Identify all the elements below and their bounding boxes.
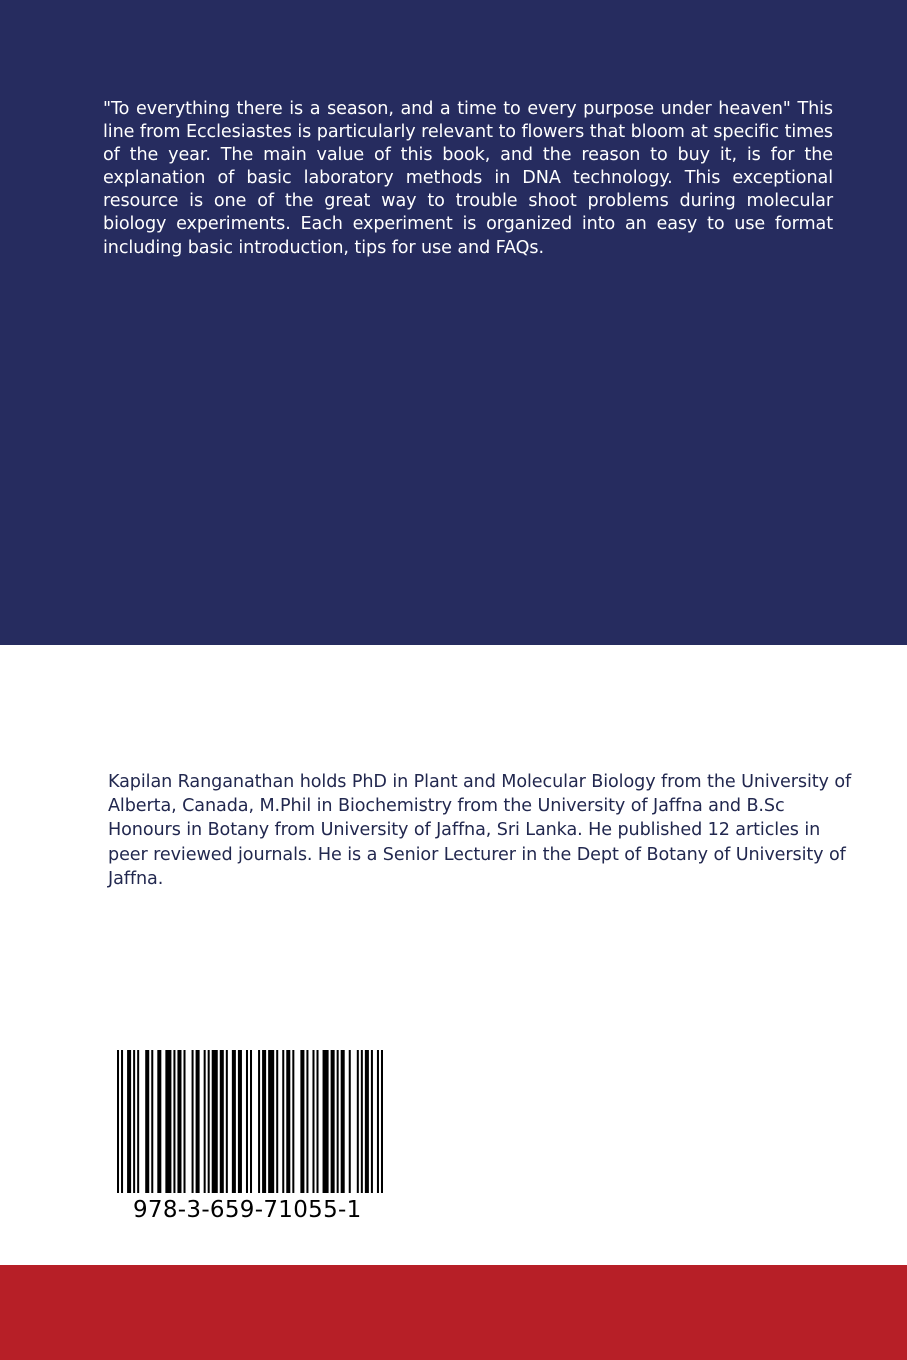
isbn-number: 978-3-659-71055-1 — [133, 1197, 362, 1223]
cover-top-panel — [0, 0, 907, 645]
barcode-icon — [117, 1050, 383, 1193]
cover-bottom-band — [0, 1265, 907, 1360]
isbn-barcode — [117, 1050, 383, 1196]
book-blurb: "To everything there is a season, and a time to every purpose under heaven" This line from Ecclesiastes is particularly relevant to flowers that bloom at specific times of the year. The main value of this book, and the reason to buy it, is for the explanation of basic laboratory methods in DNA technology. This exceptional resource is one of the great way to trouble shoot problems during molecular biology experiments. Each experiment is organized into an easy to use format including basic introduction, tips for use and FAQs. — [103, 99, 833, 258]
author-bio: Kapilan Ranganathan holds PhD in Plant and Molecular Biology from the University of Alberta, Canada, M.Phil in Biochemistry from the University of Jaffna and B.Sc Honours in Botany from University of Jaffna, Sri Lanka. He published 12 articles in peer reviewed journals. He is a Senior Lecturer in the Dept of Botany of University of Jaffna. — [108, 772, 852, 889]
